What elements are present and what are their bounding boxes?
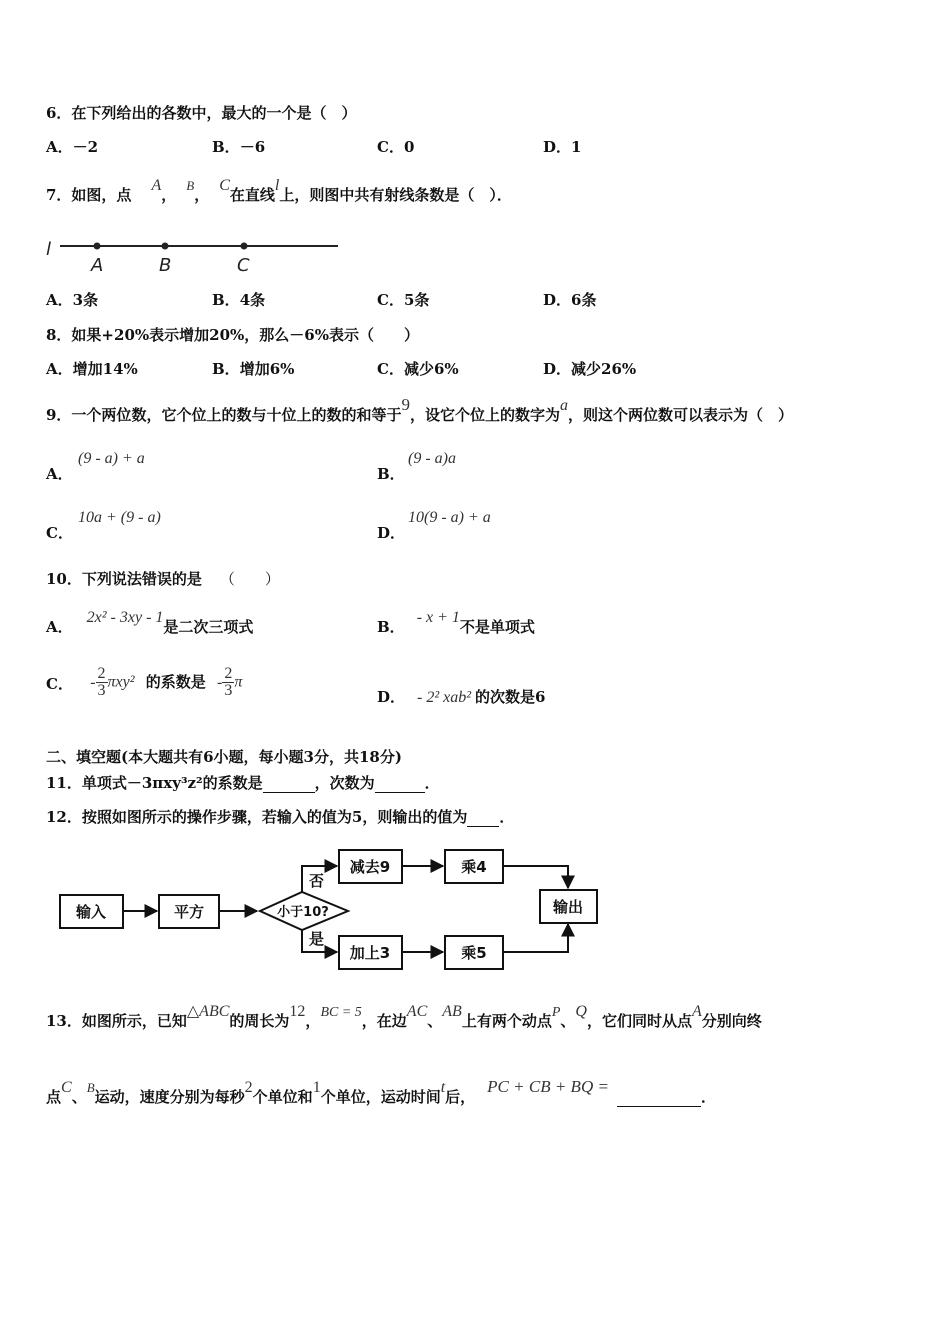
point-b <box>162 243 169 250</box>
q10-option-a: A．2x² - 3xy - 1是二次三项式 <box>46 609 254 636</box>
add-label: 加上3 <box>349 944 391 962</box>
multiply4-label: 乘4 <box>461 858 487 876</box>
q9-option-c-label: C． <box>46 524 73 542</box>
q8-option-c: C．减少6% <box>377 360 459 378</box>
q7-option-d: D．6条 <box>543 291 597 309</box>
answer-blank <box>467 826 499 827</box>
q8-option-d: D．减少26% <box>543 360 637 378</box>
label-b: B <box>159 255 172 276</box>
q6-option-c: C．0 <box>377 138 415 156</box>
q9-option-d-label: D． <box>377 524 406 542</box>
q10-option-c: C． - $\frac{2}{3}$ πxy² 的系数是 - $\frac{2}{3}$ π <box>46 665 243 699</box>
q6-option-d: D．1 <box>543 138 582 156</box>
q10-option-d: D． - 2² xab² 的次数是6 <box>377 688 546 706</box>
q9-option-a-expr: (9 - a) + a <box>78 450 145 467</box>
arrow <box>503 866 568 888</box>
input-label: 输入 <box>75 903 107 921</box>
q8-stem: 8．如果+20%表示增加20%，那么－6%表示（ ） <box>46 326 419 344</box>
output-label: 输出 <box>552 898 584 916</box>
yes-label: 是 <box>309 930 325 948</box>
q9-stem: 9．一个两位数，它个位上的数与十位上的数的和等于9，设它个位上的数字为a，则这个两位数可以表示为（ ） <box>46 395 793 424</box>
q9-option-d-expr: 10(9 - a) + a <box>408 509 491 526</box>
q7-line-figure <box>40 233 350 278</box>
fraction: $\frac{2}{3}$ <box>224 665 233 699</box>
multiply5-label: 乘5 <box>461 944 487 962</box>
q9-option-b-expr: (9 - a)a <box>408 450 456 467</box>
q9-option-b-label: B． <box>377 465 405 483</box>
q7-option-c: C．5条 <box>377 291 430 309</box>
q13-line-1: 13．如图所示，已知△ABC的周长为12，BC = 5，在边AC、AB上有两个动点P、Q，它们同时从点A分别向终 <box>46 1003 762 1030</box>
point-a <box>94 243 101 250</box>
q11-stem: 11．单项式－3πxy³z²的系数是 ，次数为 ． <box>46 774 440 792</box>
answer-blank <box>263 792 315 793</box>
label-a: A <box>91 255 104 276</box>
q6-option-a: A．－2 <box>46 138 99 156</box>
q13-line-2: 点C、B运动，速度分别为每秒2个单位和1个单位，运动时间t后，PC + CB + BQ =． <box>46 1077 716 1106</box>
q9-option-a-label: A． <box>46 465 73 483</box>
q6-stem: 6．在下列给出的各数中，最大的一个是（ ） <box>46 104 357 122</box>
no-label: 否 <box>309 872 325 890</box>
line-label: l <box>46 239 52 260</box>
square-label: 平方 <box>173 903 205 921</box>
label-c: C <box>237 255 250 276</box>
q6-option-b: B．－6 <box>212 138 266 156</box>
q10-stem: 10．下列说法错误的是 （ ） <box>46 570 280 588</box>
q8-option-a: A．增加14% <box>46 360 138 378</box>
subtract-label: 减去9 <box>349 858 391 876</box>
fraction: $\frac{2}{3}$ <box>97 665 106 699</box>
answer-blank <box>617 1106 701 1107</box>
q12-flowchart <box>55 842 615 974</box>
q7-option-a: A．3条 <box>46 291 99 309</box>
q9-option-c-expr: 10a + (9 - a) <box>78 509 161 526</box>
arrow <box>503 924 568 952</box>
q12-stem: 12．按照如图所示的操作步骤，若输入的值为5，则输出的值为 ． <box>46 808 515 826</box>
q7-option-b: B．4条 <box>212 291 266 309</box>
q7-stem: 7．如图，点A，B，C在直线l上，则图中共有射线条数是（ ）． <box>46 177 512 204</box>
section-2-heading: 二、填空题(本大题共有6小题，每小题3分，共18分) <box>46 748 402 766</box>
point-c <box>241 243 248 250</box>
answer-blank <box>375 792 425 793</box>
q8-option-b: B．增加6% <box>212 360 295 378</box>
condition-label: 小于10? <box>277 905 329 920</box>
q10-option-b: B．- x + 1不是单项式 <box>377 609 535 636</box>
